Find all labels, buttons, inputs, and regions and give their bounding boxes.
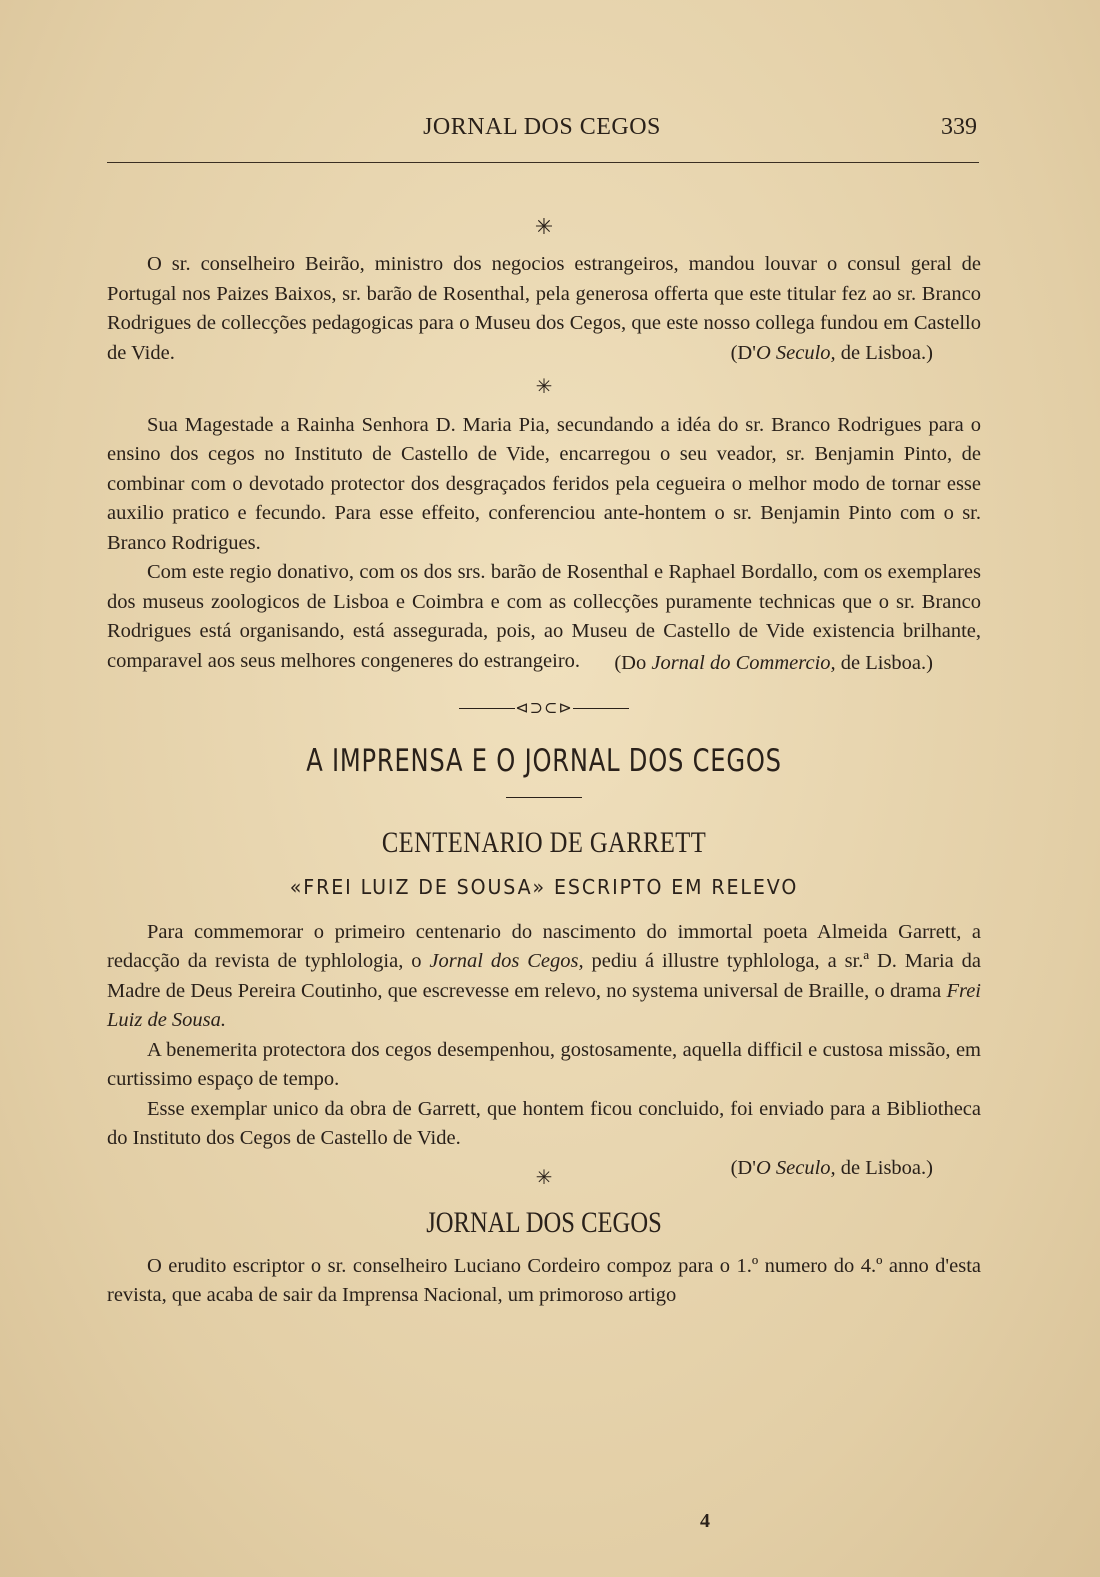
news-item-1 [107,250,981,369]
news-item-2-paragraph-1: Sua Magestade a Rainha Senhora D. Maria Pia, secundando a idéa do sr. Branco Rodrigues para o ensino dos cegos no Instituto de Castello de Vide, encarregou o seu veador, sr. Benjamin Pinto, de combinar com o devotado protector dos desgraçados feridos pela cegueira o melhor modo de tornar esse auxilio pratico e fecundo. Para esse effeito, conferenciou ante-hontem o sr. Benjamin Pinto com o sr. Branco Rodrigues. [107,413,981,554]
page-content [107,212,981,1311]
page-header [107,112,977,152]
asterism-icon: ✳ [535,1166,553,1189]
article-2-paragraph-1: O erudito escriptor o sr. conselheiro Luciano Cordeiro compoz para o 1.º numero do 4.º anno d'esta revista, que acaba de sair da Imprensa Nacional, um primoroso artigo [107,1254,981,1306]
article-1-paragraph-3: Esse exemplar unico da obra de Garrett, que hontem ficou concluido, foi enviado para a Bibliotheca do Instituto dos Cegos de Castello de Vide. [107,1097,981,1149]
news-item-1-source: (D'O Seculo, de Lisboa.) [730,342,933,364]
article-1-caption: «FREI LUIZ DE SOUSA» ESCRIPTO EM RELEVO [289,874,799,899]
running-title: JORNAL DOS CEGOS [423,114,661,140]
section-rule [506,797,582,798]
news-item-2-source: (Do Jornal do Commercio, de Lisboa.) [614,652,933,674]
article-1-body [107,918,982,1189]
asterism-icon: ✳ [534,214,554,239]
page-number: 339 [941,114,977,140]
header-rule [107,162,979,163]
news-item-2-paragraph-2: Com este regio donativo, com os dos srs. barão de Rosenthal e Raphael Bordallo, com os exemplares dos museus zoologicos de Lisboa e Coimbra e com as collecções puramente technicas que o sr. Branco Rodrigues está organisando, está assegurada, pois, ao Museu de Castello de Vide existencia brilhante, comparavel aos seus melhores congeneres do estrangeiro. [107,561,981,672]
article-1-title: CENTENARIO DE GARRETT [381,825,707,859]
asterism-icon: ✳ [535,375,553,398]
ornament-divider [107,701,981,717]
signature-mark: 4 [700,1510,710,1532]
article-1-paragraph-1: Para commemorar o primeiro centenario do nascimento do immortal poeta Almeida Garrett, a redacção da revista de typhlologia, o Jornal dos Cegos, pediu á illustre typhlologa, a sr.ª D. Maria da Madre de Deus Pereira Coutinho, que escrevesse em relevo, no systema universal de Braille, o drama Frei Luiz de Sousa. [107,920,982,1031]
article-1-paragraph-2: A benemerita protectora dos cegos desempenhou, gostosamente, aquella difficil e custosa missão, em curtissimo espaço de tempo. [107,1038,981,1090]
article-1-source-row [107,1154,981,1189]
news-item-2 [107,411,981,679]
article-2-title: JORNAL DOS CEGOS [426,1205,662,1239]
news-item-1-text: O sr. conselheiro Beirão, ministro dos negocios estrangeiros, mandou louvar o consul geral de Portugal nos Paizes Baixos, sr. barão de Rosenthal, pela generosa offerta que este titular fez ao sr. Branco Rodrigues de collecções pedagogicas para o Museu dos Cegos, que este nosso collega fundou em Castello de Vide. [107,253,981,364]
ornament-line [459,708,515,709]
article-1-source: (D'O Seculo, de Lisboa.) [730,1156,933,1179]
ornament-line [573,708,629,709]
section-title: A IMPRENSA E O JORNAL DOS CEGOS [306,742,782,779]
ornament-icon: ⊲⊃⊂⊳ [515,699,573,717]
